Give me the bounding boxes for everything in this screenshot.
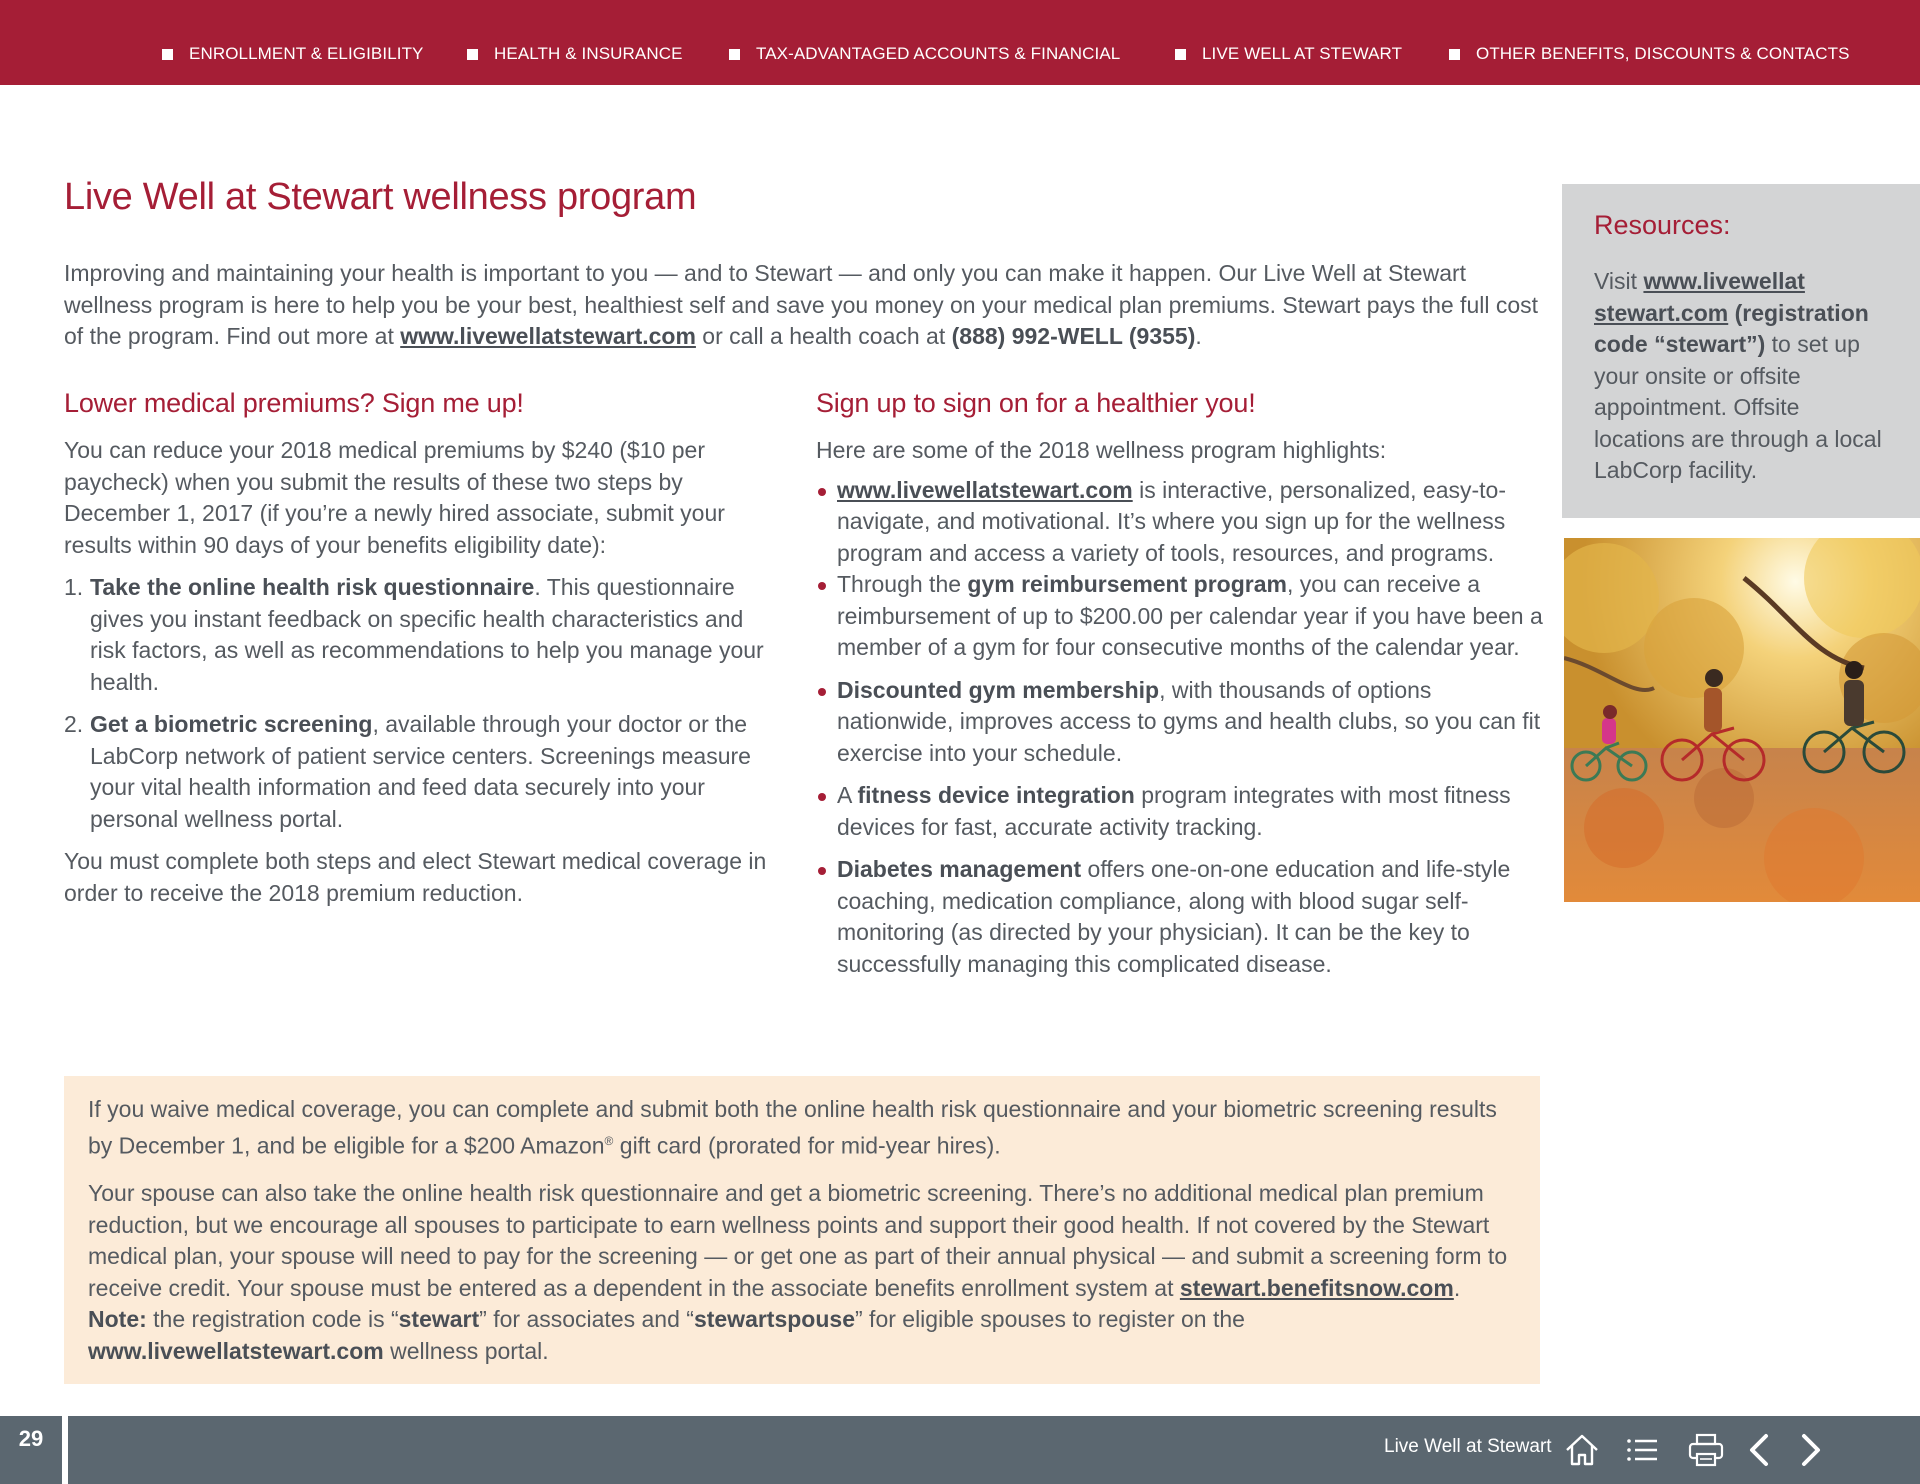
wellness-site-link[interactable]: www.livewellatstewart.com [400,323,696,349]
square-bullet-icon [1175,49,1186,60]
footer-section-title: Live Well at Stewart [1384,1436,1552,1457]
highlights-intro: Here are some of the 2018 wellness program highlights: [816,437,1387,463]
callout-text: . [1453,1274,1461,1301]
list-item [64,709,784,835]
bullet-prefix: Through the [837,571,968,597]
intro-paragraph [64,258,1544,353]
list-item [64,572,784,698]
list-number: 2. [64,711,84,737]
bullet-text: offers one-on-one education and life-style coaching, medication compliance, along with blood sugar self-monitoring (as directed by your physician). It can be the key to successfully managing this complicated disease. [837,856,1511,977]
step-title: Take the online health risk questionnaire [90,574,535,600]
bullet-icon [818,867,826,875]
bullet-icon [818,582,826,590]
list-item [816,569,1546,664]
intro-text: . [1195,323,1202,349]
waive-coverage-paragraph [88,1094,1508,1162]
callout-text: ” for eligible spouses to register on the [855,1306,1245,1332]
list-number: 1. [64,574,84,600]
nav-item-live-well[interactable] [1175,44,1402,64]
resources-text [1594,266,1894,487]
nav-item-other-benefits[interactable] [1449,44,1850,64]
step-title: Get a biometric screening [90,711,373,737]
nav-item-health[interactable] [467,44,683,64]
callout-text: Your spouse can also take the online health risk questionnaire and get a biometric screening. There’s no additional medical plan premium reduction, but we encourage all spouses to participate to earn wellness points and support their good health. If not covered by the Stewart medical plan, your spouse will need to pay for the screening — or get one as part of their annual physical — and submit a screening form to receive credit. Your spouse must be entered as a dependent in the associate benefits enrollment system at [88,1180,1508,1301]
nav-item-label: TAX-ADVANTAGED ACCOUNTS & FINANCIAL [756,44,1121,63]
spouse-paragraph [88,1178,1508,1367]
wellness-portal-site: www.livewellatstewart.com [88,1337,384,1364]
nav-item-enrollment[interactable] [162,44,424,64]
resources-body: to set up your onsite or offsite appointment. Offsite locations are through a local LabCorp facility. [1594,331,1882,483]
callout-text: ” for associates and “ [479,1306,694,1332]
bullet-text: program integrates with most fitness devices for fast, accurate activity tracking. [837,782,1511,840]
right-column [816,388,1546,991]
bullet-icon [818,793,826,801]
square-bullet-icon [467,49,478,60]
square-bullet-icon [729,49,740,60]
footer-bar [0,1416,1920,1484]
top-navigation [0,0,1920,85]
callout-text: wellness portal. [383,1337,549,1364]
resources-sidebar [1562,184,1920,518]
registration-code: (registration code “stewart”) [1594,299,1869,357]
list-icon[interactable] [1622,1430,1662,1470]
bullet-text: is interactive, personalized, easy-to-navigate, and motivational. It’s where you sign up for the wellness program and access a variety of tools, resources, and programs. [837,476,1506,566]
chevron-right-icon[interactable] [1790,1430,1830,1470]
square-bullet-icon [162,49,173,60]
nav-item-label: HEALTH & INSURANCE [494,44,683,63]
section-heading-premiums: Lower medical premiums? Sign me up! [64,388,524,418]
nav-item-label: LIVE WELL AT STEWART [1202,44,1403,63]
steps-list [64,572,784,835]
spouse-code: stewartspouse [693,1306,855,1332]
bullet-title: fitness device integration [857,782,1135,808]
square-bullet-icon [1449,49,1460,60]
bullet-icon [818,688,826,696]
info-callout-box [64,1076,1540,1384]
section-heading-signup: Sign up to sign on for a healthier you! [816,388,1256,418]
step-text: , available through your doctor or the LabCorp network of patient service centers. Screenings measure your vital health information and feed data securely into your personal wellness portal. [90,711,751,832]
page-number: 29 [18,1426,44,1451]
left-column [64,388,784,920]
benefits-enrollment-link[interactable]: stewart.benefitsnow.com [1179,1274,1454,1301]
intro-text: Improving and maintaining your health is important to you — and to Stewart — and only you can make it happen. Our Live Well at Stewart wellness program is here to help you be your best, healthiest self and save you money on your medical plan premiums. Stewart pays the full cost of the program. Find out more at [64,260,1539,349]
premium-reduction-paragraph: You can reduce your 2018 medical premiums by $240 ($10 per paycheck) when you submit the results of these two steps by December 1, 2017 (if you’re a newly hired associate, submit your results within 90 days of your benefits eligibility date): [64,437,725,558]
list-item [816,854,1546,980]
bullet-prefix: A [837,782,858,808]
resources-site-link[interactable]: www.livewellat stewart.com [1594,268,1805,326]
list-item [816,675,1546,770]
highlights-list [816,475,1546,981]
list-item [816,475,1546,570]
associate-code: stewart [398,1306,480,1332]
home-icon[interactable] [1562,1430,1602,1470]
page-title: Live Well at Stewart wellness program [64,176,697,218]
bullet-text: , you can receive a reimbursement of up to $200.00 per calendar year if you have been a member of a gym for four consecutive months of the calendar year. [837,571,1543,660]
bullet-title: Diabetes management [837,856,1082,882]
phone-number: (888) 992-WELL (9355) [951,323,1196,349]
bullet-title: Discounted gym membership [837,676,1160,703]
nav-item-label: OTHER BENEFITS, DISCOUNTS & CONTACTS [1476,44,1850,63]
print-icon[interactable] [1686,1430,1726,1470]
bullet-text: , with thousands of options nationwide, improves access to gyms and health clubs, so you can fit exercise into your schedule. [837,676,1541,766]
page-number-box [0,1416,68,1484]
chevron-left-icon[interactable] [1740,1430,1780,1470]
list-item [816,780,1546,843]
wellness-site-link[interactable]: www.livewellatstewart.com [837,476,1133,503]
resources-title: Resources: [1594,210,1731,240]
bullet-icon [818,488,826,496]
note-label: Note: [88,1306,147,1332]
step-text: . This questionnaire gives you instant feedback on specific health characteristics and risk factors, as well as recommendations to help you manage your health. [90,574,764,695]
callout-text: If you waive medical coverage, you can complete and submit both the online health risk questionnaire and your biometric screening results by December 1, and be eligible for a $200 Amazon [88,1096,1497,1159]
completion-paragraph: You must complete both steps and elect Stewart medical coverage in order to receive the 2018 premium reduction. [64,848,767,906]
resources-visit: Visit [1594,268,1644,294]
bullet-title: gym reimbursement program [967,571,1287,597]
registered-mark: ® [604,1133,614,1148]
callout-text: the registration code is “ [146,1306,399,1332]
nav-item-label: ENROLLMENT & ELIGIBILITY [189,44,424,63]
nav-item-tax-advantaged[interactable] [729,44,1120,64]
family-cycling-photo [1564,538,1920,902]
callout-text: gift card (prorated for mid-year hires). [613,1132,1001,1159]
intro-text: or call a health coach at [695,323,952,349]
